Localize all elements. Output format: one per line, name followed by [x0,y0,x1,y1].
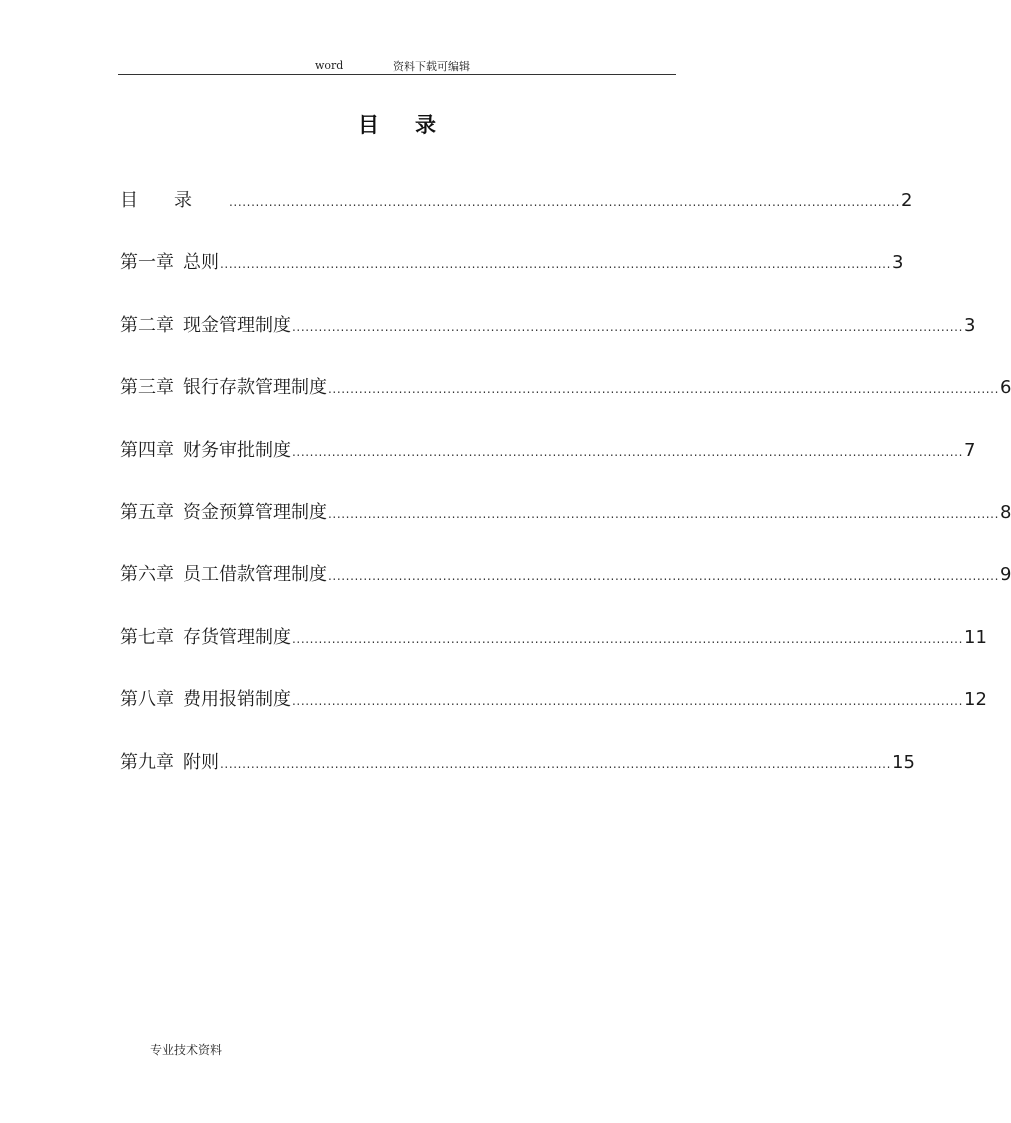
toc-entry-leader: ........................................................................................................................................................ [292,319,963,334]
toc-entry-title: 附则 [183,751,219,773]
toc-entry-leader: ........................................................................................................................................................ [292,444,963,459]
header-editable-note: 资料下载可编辑 [393,60,470,73]
toc-entry-page-number: 6 [1000,377,1011,399]
toc-entry-chapter: 第四章 [120,439,174,461]
toc-entry-chapter: 第六章 [120,564,174,586]
toc-heading-char-1: 目 [358,113,379,137]
toc-entry-title: 存货管理制度 [183,626,291,648]
toc-entry-leader: ........................................................................................................................................................ [220,257,891,272]
toc-entry-leader: ........................................................................................................................................................ [328,569,999,584]
toc-list [120,186,1011,810]
toc-entry-chapter: 第三章 [120,377,174,399]
toc-entry-title: 资金预算管理制度 [183,501,327,523]
toc-entry[interactable] [120,311,976,373]
toc-entry[interactable] [120,685,987,747]
toc-entry[interactable] [120,748,915,810]
page-footer: 专业技术资料 [150,1043,223,1057]
toc-entry-leader: ........................................................................................................................................................ [220,756,891,771]
toc-entry-chapter: 目录 [120,190,228,211]
toc-entry-leader: ........................................................................................................................................................ [328,382,999,397]
toc-entry[interactable] [120,560,1011,622]
toc-entry-page-number: 3 [892,252,904,274]
toc-entry[interactable] [120,248,904,310]
toc-entry-page-number: 15 [892,751,915,773]
toc-entry-chapter: 第八章 [120,689,174,711]
toc-entry[interactable] [120,623,987,685]
toc-entry-title: 银行存款管理制度 [183,377,327,399]
toc-entry-leader: ........................................................................................................................................................ [292,694,963,709]
toc-entry-title: 现金管理制度 [183,314,291,336]
toc-entry-page-number: 2 [901,190,913,211]
toc-entry-leader: ........................................................................................................................................................ [328,506,999,521]
toc-entry-title: 总则 [183,252,219,274]
toc-entry-page-number: 3 [964,314,976,336]
header-word-label: word [315,59,344,72]
toc-entry[interactable] [120,186,913,248]
toc-entry-page-number: 11 [964,626,987,648]
page-header [118,57,676,75]
toc-entry-chapter: 第二章 [120,314,174,336]
toc-entry-page-number: 7 [964,439,976,461]
toc-entry-leader: ........................................................................................................................................................ [292,631,963,646]
toc-entry[interactable] [120,436,976,498]
toc-entry-chapter: 第九章 [120,751,174,773]
toc-entry-chapter: 第五章 [120,501,174,523]
toc-entry-title: 财务审批制度 [183,439,291,461]
toc-entry-page-number: 9 [1000,564,1011,586]
toc-entry-page-number: 8 [1000,501,1011,523]
toc-entry-title: 费用报销制度 [183,689,291,711]
toc-entry-page-number: 12 [964,689,987,711]
toc-entry-leader: ........................................................................................................................................................ [229,195,900,209]
toc-entry-chapter: 第一章 [120,252,174,274]
toc-entry[interactable] [120,373,1011,435]
toc-entry[interactable] [120,498,1011,560]
toc-entry-chapter: 第七章 [120,626,174,648]
toc-heading-char-2: 录 [415,113,436,137]
toc-entry-title: 员工借款管理制度 [183,564,327,586]
toc-heading [0,109,794,139]
